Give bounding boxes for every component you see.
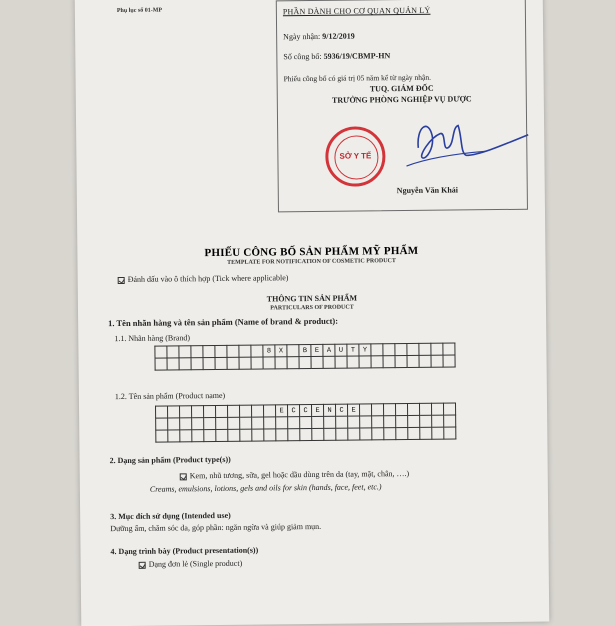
product-grid-row-3 [156, 427, 456, 442]
section-subtitle: PARTICULARS OF PRODUCT [270, 304, 354, 312]
q2-option-vi: Kem, nhũ tương, sữa, gel hoặc dầu dùng trên da (tay, mặt, chân, ….) [189, 468, 410, 481]
q4-option-text: Dạng đơn lẻ (Single product) [148, 558, 243, 569]
brand-letter: T [347, 344, 359, 356]
signer-title-2: TRƯỞNG PHÒNG NGHIỆP VỤ DƯỢC [331, 94, 472, 105]
tick-note-text: Đánh dấu vào ô thích hợp (Tick where applicable) [127, 273, 289, 284]
received-label: Ngày nhận: [283, 31, 321, 42]
product-letter: E [347, 404, 359, 416]
product-letter: E [276, 405, 288, 417]
checkbox-icon [180, 473, 187, 480]
signature-image [388, 107, 534, 179]
annex-label: Phụ lục số 01-MP [116, 7, 163, 15]
q3-text: Dưỡng ẩm, chăm sóc da, góp phần: ngăn ngừa và giúp giảm mụn. [110, 521, 322, 534]
question-4: 4. Dạng trình bày (Product presentation(s)) [110, 545, 259, 557]
checkbox-icon [118, 277, 125, 284]
document-page [75, 0, 550, 626]
number-row [283, 51, 390, 61]
brand-letter: Y [359, 344, 371, 356]
tick-note [118, 273, 289, 284]
received-value: 9/12/2019 [322, 31, 355, 41]
checkbox-icon [139, 561, 146, 568]
question-1-1: 1.1. Nhãn hàng (Brand) [114, 333, 191, 344]
form-subtitle: TEMPLATE FOR NOTIFICATION OF COSMETIC PRODUCT [227, 258, 396, 266]
brand-letter: A [323, 344, 335, 356]
number-value: 5936/19/CBMP-HN [323, 51, 391, 61]
product-letter: N [323, 404, 335, 416]
product-letter: C [300, 405, 312, 417]
brand-letter: B [299, 345, 311, 357]
q2-option [180, 469, 410, 480]
q4-option [139, 559, 243, 569]
brand-grid-row-2 [155, 355, 455, 370]
brand-letter: X [275, 345, 287, 357]
question-2: 2. Dạng sản phẩm (Product type(s)) [109, 454, 231, 466]
form-title: PHIẾU CÔNG BỐ SẢN PHẨM MỸ PHẨM [204, 244, 419, 260]
brand-grid [154, 343, 455, 371]
question-1: 1. Tên nhãn hàng và tên sản phẩm (Name of brand & product): [108, 315, 339, 329]
stamp-text: SỞ Y TẾ [339, 151, 372, 161]
official-stamp [325, 126, 386, 187]
validity-text: Phiếu công bố có giá trị 05 năm kể từ ngày nhận. [283, 72, 432, 84]
product-grid [155, 402, 456, 442]
signer-title-1: TUQ. GIÁM ĐỐC [369, 83, 434, 94]
brand-letter: U [335, 344, 347, 356]
number-label: Số công bố: [283, 51, 322, 62]
q2-option-en: Creams, emulsions, lotions, gels and oils for skin (hands, face, feet, etc.) [149, 482, 382, 494]
question-3: 3. Mục đích sử dụng (Intended use) [110, 510, 231, 522]
product-letter: C [335, 404, 347, 416]
brand-letter [287, 345, 299, 357]
authority-title: PHẦN DÀNH CHO CƠ QUAN QUẢN LÝ [282, 5, 431, 17]
section-title: THÔNG TIN SẢN PHẨM [266, 293, 358, 304]
received-date-row [283, 32, 355, 42]
question-1-2: 1.2. Tên sản phẩm (Product name) [114, 390, 226, 402]
brand-letter: E [311, 344, 323, 356]
signer-name: Nguyễn Văn Khải [396, 185, 459, 196]
brand-letter: 8 [263, 345, 275, 357]
product-letter: C [288, 405, 300, 417]
authority-box [276, 0, 528, 212]
product-letter: E [312, 404, 324, 416]
